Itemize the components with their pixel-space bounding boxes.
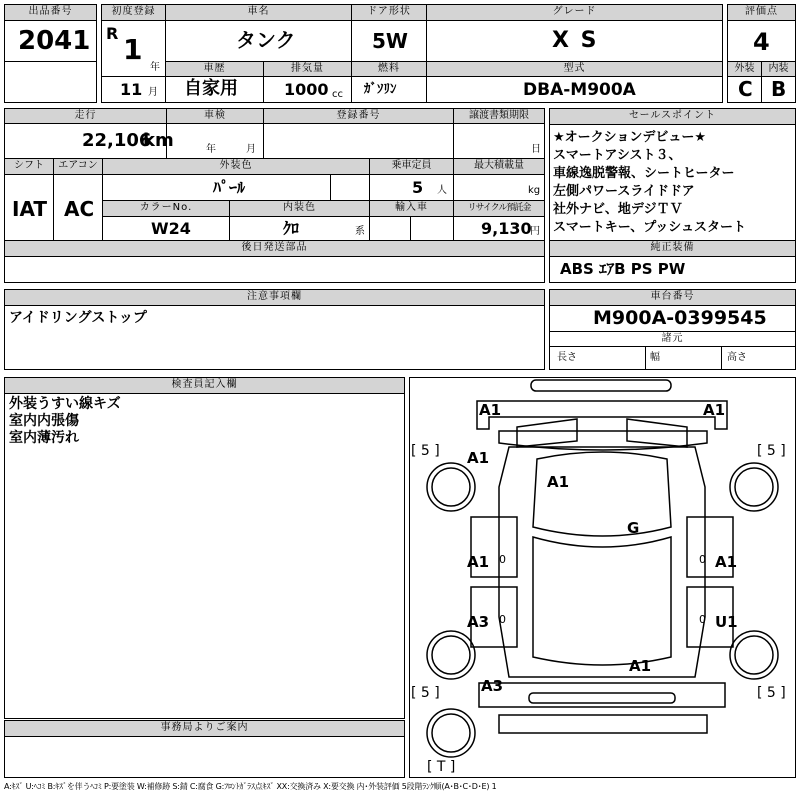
- shift: IAT: [12, 197, 48, 221]
- person-unit: 人: [437, 185, 447, 196]
- small-mark: 0: [699, 613, 706, 626]
- model: DBA-M900A: [523, 80, 636, 100]
- yen-unit: 円: [530, 226, 540, 237]
- damage-mark: A1: [703, 401, 726, 419]
- fuel-label: 燃料: [351, 61, 427, 77]
- tire-label: [ 5 ]: [411, 443, 440, 459]
- notes: アイドリングストップ: [9, 310, 147, 326]
- later-parts-box: [4, 256, 545, 283]
- damage-mark: A1: [467, 553, 490, 571]
- dims-label: 諸元: [549, 331, 796, 347]
- inspection-label: 車検: [166, 108, 264, 124]
- car-name: タンク: [236, 28, 296, 52]
- selling-points-label: セールスポイント: [549, 108, 796, 125]
- tire-label: [ T ]: [427, 759, 456, 775]
- transfer-day-unit: 日: [531, 144, 541, 155]
- windshield-left-shape: [517, 419, 577, 447]
- small-mark: 0: [499, 613, 506, 626]
- tire-label: [ 5 ]: [411, 685, 440, 701]
- color-no: W24: [151, 219, 191, 238]
- roof-shape: [533, 452, 671, 536]
- inspector-note: 室内内張傷: [9, 413, 79, 429]
- rear-bumper-shape: [529, 693, 675, 703]
- damage-mark: A1: [629, 657, 652, 675]
- displacement-label: 排気量: [263, 61, 352, 77]
- interior-color: ｸﾛ: [283, 219, 300, 238]
- inspector-note: 室内薄汚れ: [9, 430, 79, 446]
- grade: X S: [552, 28, 599, 53]
- selling-point-line: 社外ナビ、地デジＴＶ: [553, 202, 683, 217]
- chassis-number: M900A-0399545: [593, 307, 767, 329]
- left-front-wheel-shape: [427, 463, 475, 511]
- interior-unit: 系: [355, 226, 365, 237]
- rear-bumper-lower-shape: [499, 715, 707, 733]
- equipment-label: 純正装備: [549, 240, 796, 257]
- capacity-label: 乗車定員: [369, 158, 454, 175]
- front-bumper-shape: [531, 380, 671, 391]
- lot-blank-box: [4, 61, 97, 103]
- damage-mark: A1: [467, 449, 490, 467]
- aircon: AC: [64, 197, 95, 221]
- km-unit: km: [143, 130, 174, 151]
- cabin-shape: [533, 537, 671, 665]
- exterior-sub-box: [330, 174, 370, 201]
- dims-length-label: 長さ: [557, 352, 577, 363]
- int-grade: B: [771, 77, 787, 101]
- exterior-color: ﾊﾟｰﾙ: [213, 178, 246, 197]
- office-box: [4, 736, 405, 778]
- dims-height-label: 高さ: [727, 352, 747, 363]
- damage-mark: A3: [467, 613, 490, 631]
- import-label: 輸入車: [369, 200, 454, 217]
- shift-label: シフト: [4, 158, 54, 175]
- left-rear-wheel-shape: [427, 631, 475, 679]
- selling-point-line: 左側パワースライドドア: [553, 184, 695, 199]
- score-label: 評価点: [727, 4, 796, 21]
- damage-mark: A3: [481, 677, 504, 695]
- displacement: 1000: [284, 80, 329, 99]
- office-label: 事務局よりご案内: [4, 720, 405, 737]
- kg-unit: kg: [528, 185, 541, 196]
- lot-number: 2041: [18, 26, 91, 56]
- load-label: 最大積載量: [453, 158, 545, 175]
- right-rear-wheel-shape: [730, 631, 778, 679]
- small-mark: 0: [699, 553, 706, 566]
- inspection-month-unit: 月: [246, 144, 256, 155]
- small-mark: 0: [499, 553, 506, 566]
- cc-unit: cc: [332, 89, 343, 100]
- regno-box: [263, 123, 454, 159]
- right-front-wheel-shape: [730, 463, 778, 511]
- capacity: 5: [412, 178, 424, 197]
- import-sub-box: [369, 216, 411, 241]
- chassis-label: 車台番号: [549, 289, 796, 306]
- fuel: ｶﾞｿﾘﾝ: [364, 82, 397, 97]
- score: 4: [753, 28, 770, 56]
- selling-point-line: スマートアシスト３、: [553, 148, 682, 163]
- interior-color-box: [229, 216, 370, 241]
- damage-mark: U1: [715, 613, 738, 631]
- dims-width-label: 幅: [650, 352, 660, 363]
- mileage: 22,106: [82, 130, 152, 151]
- door-type: 5W: [372, 29, 408, 53]
- car-name-label: 車名: [165, 4, 352, 21]
- month-unit: 月: [148, 87, 158, 98]
- reg-month: 11: [120, 80, 143, 99]
- transfer-label: 譲渡書類期限: [453, 108, 545, 124]
- recycle: 9,130: [481, 219, 532, 238]
- history: 自家用: [184, 78, 238, 99]
- history-label: 車歴: [165, 61, 264, 77]
- recycle-label: リサイクル預託金: [453, 200, 545, 217]
- interior-color-label: 内装色: [229, 200, 370, 217]
- year-unit: 年: [150, 62, 160, 73]
- legend: A:ｷｽﾞ U:ﾍｺﾐ B:ｷｽﾞを伴うﾍｺﾐ P:要塗装 W:補修跡 S:錆 C:腐食 G:ﾌﾛﾝﾄｶﾞﾗｽ点ｷｽﾞ XX:交換済み X:要交換 内･外装評価 5段階ﾗﾝｸ順(A･B･C･D･E) 1: [4, 782, 497, 791]
- damage-mark: A1: [479, 401, 502, 419]
- damage-mark: A1: [547, 473, 570, 491]
- ext-grade: C: [738, 77, 753, 101]
- tire-label: [ 5 ]: [757, 685, 786, 701]
- car-diagram: [409, 377, 796, 778]
- first-reg-label: 初度登録: [101, 4, 166, 21]
- spare-wheel-shape: [427, 709, 475, 757]
- inspection-year-unit: 年: [206, 144, 216, 155]
- notes-label: 注意事項欄: [4, 289, 545, 306]
- inspector-label: 検査員記入欄: [4, 377, 405, 394]
- regno-label: 登録番号: [263, 108, 454, 124]
- lot-number-label: 出品番号: [4, 4, 97, 21]
- ext-grade-label: 外装: [727, 61, 762, 77]
- front-panel-shape: [477, 401, 727, 429]
- equipment: ABS ｴｱB PS PW: [560, 260, 686, 278]
- inspector-note: 外装うすい線キズ: [9, 396, 121, 412]
- selling-point-line: 車線逸脱警報、シートヒーター: [553, 166, 735, 181]
- body-outline-shape: [499, 447, 705, 677]
- damage-mark: G: [627, 519, 640, 537]
- int-grade-label: 内装: [761, 61, 796, 77]
- selling-point-line: ★オークションデビュー★: [553, 130, 707, 145]
- damage-mark: A1: [715, 553, 738, 571]
- color-no-label: カラーNo.: [102, 200, 230, 217]
- era: R: [106, 24, 119, 43]
- tire-label: [ 5 ]: [757, 443, 786, 459]
- reg-year: 1: [123, 33, 143, 66]
- aircon-label: エアコン: [53, 158, 103, 175]
- door-label: ドア形状: [351, 4, 427, 21]
- mileage-label: 走行: [4, 108, 167, 124]
- grade-label: グレード: [426, 4, 723, 21]
- windshield-right-shape: [627, 419, 687, 447]
- model-label: 型式: [426, 61, 723, 77]
- exterior-label: 外装色: [102, 158, 370, 175]
- later-parts-label: 後日発送部品: [4, 240, 545, 257]
- selling-point-line: スマートキー、プッシュスタート: [553, 220, 747, 235]
